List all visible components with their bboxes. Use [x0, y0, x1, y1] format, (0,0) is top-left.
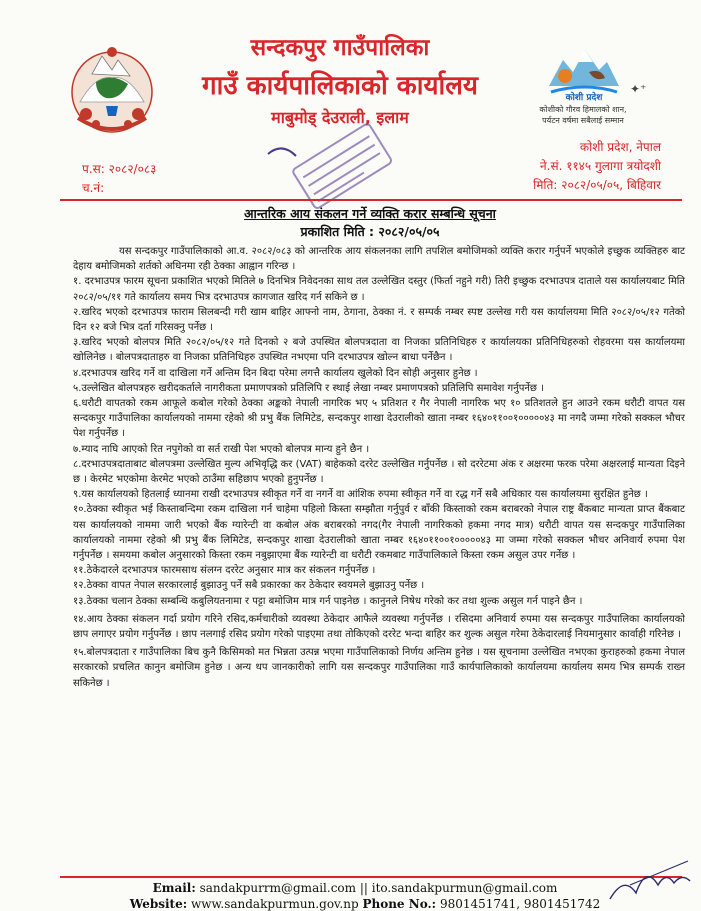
published-date: प्रकाशित मिति : २०८२/०५/०५ [300, 224, 440, 239]
footer-email-line [150, 881, 560, 895]
issue-date: मिति: २०८२/०५/०५, बिहिवार [533, 178, 661, 192]
notice-item-2: २.खरिद भएको दरभाउपत्र फाराम सिलबन्दी गरी खाम बाहिर आफ्नो नाम, ठेगाना, ठेक्का नं. र सम्पर्क नम्बर स्पष्ट उल्लेख गरी यस कार्यालयमा मिति २०८२/०५/१२ गतेको दिन १२ बजे भित्र दर्ता गरिसक्नु पर्नेछ । [73, 306, 685, 334]
municipality-name: सन्दकपुर गाउँपालिका [250, 35, 430, 61]
dispatch-number: च.नं: [82, 181, 105, 195]
footer-divider [60, 876, 682, 878]
notice-item-8: ८.दरभाउपत्रदाताबाट बोलपत्रमा उल्लेखित मुल्य अभिवृद्धि कर (VAT) बाहेकको दररेट उल्लेखित गर्नुपर्नेछ । सो दररेटमा अंक र अक्षरमा फरक परेमा अक्षरलाई मान्यता दिइने छ । केरमेट भएकोमा केरमेट भएको ठाउँमा सहिछाप भएको हुनुपर्नेछ । [73, 458, 685, 486]
koshi-state-label: कोशी प्रदेश, नेपाल [579, 140, 661, 154]
reference-block [82, 160, 156, 198]
notice-item-9: ९.यस कार्यालयको हितलाई ध्यानमा राखी दरभाउपत्र स्वीकृत गर्ने वा नगर्ने वा आंशिक रुपमा स्वीकृत गर्ने वा रद्ध गर्ने सबै अधिकार यस कार्यालयमा सुरक्षित हुनेछ । [73, 489, 648, 501]
notice-item-13: १३.ठेक्का चलान ठेक्का सम्बन्धि कबुलियतनामा र पट्टा बमोजिम मात्र गर्न पाइनेछ । कानुनले निषेध गरेको कर तथा शुल्क असुल गर्न पाइने छैन । [73, 595, 583, 607]
website-label: Website: [129, 897, 188, 911]
notice-item-7: ७.म्याद नाघि आएको रित नपुगेको वा सर्त राखी पेश भएको बोलपत्र मान्य हुने छैन । [73, 443, 370, 455]
koshi-pradesh-logo-icon [545, 42, 623, 104]
notice-title: आन्तरिक आय संकलन गर्ने व्यक्ति करार सम्बन्धि सूचना [244, 206, 496, 221]
office-address: माबुमोड् देउराली, इलाम [271, 108, 409, 127]
reference-number: प.स: २०८२/०८३ [82, 162, 157, 176]
website-value[interactable]: www.sandakpurmun.gov.np [190, 897, 359, 911]
date-block [533, 138, 661, 195]
email-label: Email: [152, 881, 196, 895]
koshi-tagline [503, 104, 663, 126]
nepal-sambat-date: ने.सं. ११४५ गुलागा त्रयोदशी [539, 159, 661, 173]
signature-icon [600, 855, 695, 905]
notice-item-3: ३.खरिद भएको बोलपत्र मिति २०८२/०५/१२ गते दिनको २ बजे उपस्थित बोलपत्रदाता वा निजका प्रतिनिधिहरु र कार्यालयका प्रतिनिधिहरुको रोहवरमा यस कार्यालयमा खोलिनेछ । बोलपत्रदाताहरु वा निजका प्रतिनिधिहरु उपस्थित नभएमा पनि दरभाउपत्र खोल्न बाधा पर्नेछैन । [73, 337, 685, 364]
notice-item-1: १. दरभाउपत्र फारम सूचना प्रकाशित भएको मितिले ७ दिनभित्र निवेदनका साथ तल उल्लेखित दस्तुर (फिर्ता नहुने गरी) तिरी इच्छुक दरभाउपत्र दाताले यस कार्यालयबाट मिति २०८२/०५/११ गते कार्यालय समय भित्र दरभाउपत्र कागजात खरिद गर्न सकिने छ । [73, 276, 685, 303]
koshi-tagline-line1: कोशीको गौरव हिमालको शान, [539, 105, 627, 114]
notice-item-11: ११.ठेकेदारले दरभाउपत्र फारमसाथ संलग्न दररेट अनुसार मात्र कर संकलन गर्नुपर्नेछ । [73, 565, 376, 577]
footer-contact-line [125, 897, 605, 911]
header-divider [60, 199, 682, 201]
notice-body [73, 244, 685, 691]
notice-item-4: ४.दरभाउपत्र खरिद गर्ने वा दाखिला गर्ने अन्तिम दिन बिदा परेमा लगत्तै कार्यालय खुलेको दिन सोही अनुसार हुनेछ । [73, 367, 478, 379]
notice-item-15: १५.बोलपत्रदाता र गाउँपालिका बिच कुनै किसिमको मत भिन्नता उत्पन्न भएमा गाउँपालिकाको निर्णय अन्तिम हुनेछ । यस सूचनामा उल्लेखित नभएका कुराहरुको हकमा नेपाल सरकारको प्रचलित कानुन बमोजिम हुनेछ । अन्य थप जानकारीको लागि यस सन्दकपुर गाउँपालिका गाउँ कार्यपालिकाको कार्यालयमा कार्यालय समय भित्र सम्पर्क राख्न सकिनेछ । [73, 647, 685, 689]
email-value[interactable]: sandakpurrm@gmail.com || ito.sandakpurmun@gmail.com [199, 881, 558, 895]
phone-label: Phone No.: [362, 897, 437, 911]
notice-item-12: १२.ठेक्का वापत नेपाल सरकारलाई बुझाउनु पर्ने सबै प्रकारका कर ठेकेदार स्वयमले बुझाउनु पर्नेछ । [73, 580, 425, 592]
notice-item-10: १०.ठेक्का स्वीकृत भई किस्ताबन्दिमा रकम दाखिला गर्न चाहेमा पहिलो किस्ता सम्झौता गर्नुपुर्व र बाँकी किस्ताको रकम बराबरको नेपाल राष्ट्र बैंकबाट मान्यता प्राप्त बैंकबाट यस कार्यालयको नाममा जारी भएको बैंक ग्यारेन्टी वा कबोल अंक बराबरको नगद(गैर नेपाली नागरिकको हकमा नगद मात्र) धरौटी वापत यस सन्दकपुर गाउँपालिका कार्यालयको नाममा रहेको श्री प्रभु बैंक लिमिटेड, सन्दकपुर शाखा देउरालीको खाता नम्बर १६४०११००१०००००४३ मा जम्मा गरेको सक्कल भौचर अनिवार्य रुपमा पेश गर्नुपर्नेछ । समयमा कबोल अनुसारको किस्ता रकम नबुझाएमा बैंक ग्यारेन्टी वा धरौटी रकमबाट गाउँपालिकाले किस्ता रकम असुल उपर गर्नेछ । [73, 504, 685, 562]
koshi-logo-text: कोशी प्रदेश [565, 93, 603, 103]
office-name: गाउँ कार्यपालिकाको कार्यालय [202, 71, 478, 101]
phone-value: 9801451741, 9801451742 [439, 897, 601, 911]
nepal-emblem-icon [66, 44, 158, 136]
koshi-tagline-line2: पर्यटन वर्षमा सबैलाई सम्मान [542, 116, 624, 125]
notice-item-14: १४.आय ठेक्का संकलन गर्दा प्रयोग गरिने रसिद,कर्मचारीको व्यवस्था ठेकेदार आफैले व्यवस्था गर्नुपर्नेछ । रसिदमा अनिवार्य रुपमा यस सन्दकपुर गाउँपालिका कार्यालयको छाप लगाएर प्रयोग गर्नुपर्नेछ । छाप नलगाई रसिद प्रयोग गरेको पाइएमा तथा तोकिएको दररेट भन्दा बाहिर कर शुल्क असुल गरेमा ठेकेदारलाई नियमानुसार कार्वाही गरिनेछ । [73, 613, 685, 641]
decorative-star-icon: ✦⁺ [630, 82, 647, 96]
notice-item-6: ६.धरौटी वापतको रकम आफूले कबोल गरेको ठेक्का अङ्कको नेपाली नागरिक भए ५ प्रतिशत र गैर नेपाली नागरिक भए १० प्रतिशतले हुन आउने रकम धरौटी वापत यस सन्दकपुर गाउँपालिका कार्यालयको नाममा रहेको श्री प्रभु बैंक लिमिटेड, सन्दकपुर शाखा देउरालीको खाता नम्बर १६४०११००१०००००४३ मा नगदै जम्मा गरेको सक्कल भौचर पेश गर्नुपर्नेछ । [73, 398, 685, 440]
notice-item-5: ५.उल्लेखित बोलपत्रहरु खरीदकर्ताले नागरीकता प्रमाणपत्रको प्रतिलिपि र स्थाई लेखा नम्बर प्रमाणपत्रको प्रतिलिपि समावेश गर्नुपर्नेछ । [73, 382, 544, 394]
notice-intro: यस सन्दकपुर गाउँपालिकाको आ.व. २०८२/०८३ को आन्तरिक आय संकलनका लागि तपशिल बमोजिमको व्यक्ति करार गर्नुपर्ने भएकोले इच्छुक व्यक्तिहरु बाट देहाय बमोजिमको शर्तको अधिनमा रही ठेक्का आह्वान गरिन्छ । [73, 246, 685, 273]
